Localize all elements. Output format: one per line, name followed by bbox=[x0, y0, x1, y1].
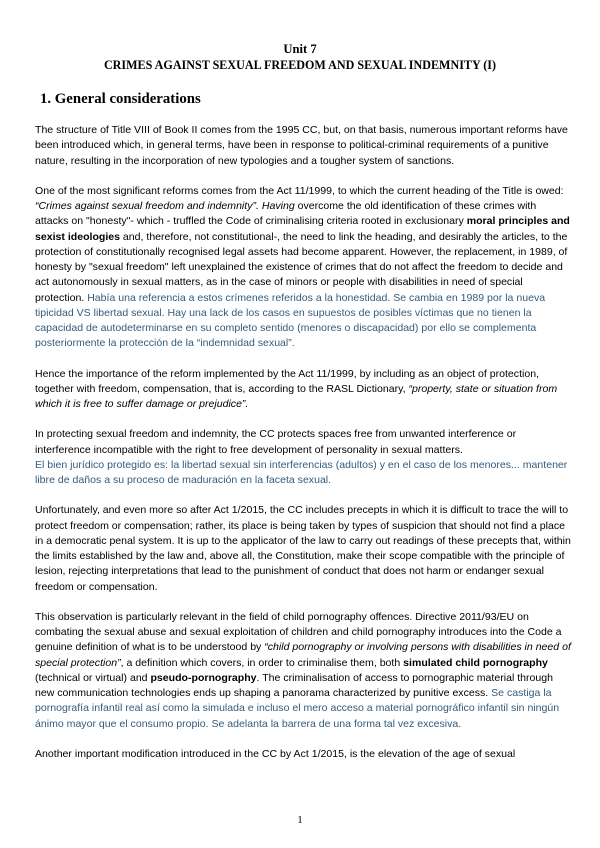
section-heading: 1. General considerations bbox=[40, 91, 201, 107]
paragraph-7 bbox=[35, 747, 571, 762]
text-run: This observation is particularly relevant in the field of child pornography offences. Directive 2011/93/EU on combating the sexual abuse and sexual exploitation of children and child pornography introduces into the Code a genuine definition of what is to be understood by bbox=[35, 610, 562, 654]
italic-run: “Crimes against sexual freedom and indemnity”. Having bbox=[35, 200, 295, 212]
text-run: . The criminalisation of access to pornographic material through new communication technologies ends up shaping a panorama characterized by punitive excess. bbox=[35, 671, 553, 699]
text-run: The structure of Title VIII of Book II comes from the 1995 CC, but, on that basis, numerous important reforms have been introduced which, in general terms, have been in response to political-criminal requirements of a punitive nature, resulting in the incorporation of new typologies and a tougher system of sanctions. bbox=[35, 124, 568, 167]
paragraph-6 bbox=[35, 610, 571, 732]
text-run: , a definition which covers, in order to criminalise them, both bbox=[120, 656, 404, 669]
body-text bbox=[35, 123, 571, 777]
spanish-note: Había una referencia a estos crímenes referidos a la honestidad. Se cambia en 1989 por la nueva tipicidad VS libertad sexual. Hay una lack de los casos en supuestos de posibles víctimas que no tienen la capacidad de autodeterminarse en su completo sentido (menores o discapacidad) por ello se complementa posteriormente la protección de la “indemnidad sexual”. bbox=[35, 291, 546, 350]
text-run: (technical or virtual) and bbox=[35, 671, 151, 684]
paragraph-4 bbox=[35, 427, 571, 488]
bold-run: simulated child pornography bbox=[403, 656, 548, 669]
text-run: Another important modification introduced in the CC by Act 1/2015, is the elevation of the age of sexual bbox=[35, 747, 516, 760]
unit-subtitle: CRIMES AGAINST SEXUAL FREEDOM AND SEXUAL INDEMNITY (I) bbox=[103, 58, 497, 72]
paragraph-2 bbox=[35, 184, 571, 352]
text-run: and, therefore, not constitutional-, the need to link the heading, and desirably the articles, to the protection of constitutionally recognised legal assets had become apparent. However, the replacement, in 1989, of honesty by "sexual freedom" left unexplained the existence of crimes that do not affect the freedom to decide and act autonomously in sexual matters, as in the case of minors or people with disabilities in need of special protection. bbox=[35, 230, 568, 304]
text-run: Unfortunately, and even more so after Act 1/2015, the CC includes precepts in which it is difficult to trace the will to protect freedom or compensation; rather, its place is being taken by types of suspicion that should not find a place in a democratic penal system. It is up to the applicator of the law to carry out readings of these precepts that, within the limits established by the law and, above all, the Constitution, make their scope compatible with the principle of lesion, rejecting interpretations that lead to the punishment of conduct that does not harm or endanger sexual freedom or compensation. bbox=[35, 504, 571, 593]
text-run: In protecting sexual freedom and indemnity, the CC protects spaces free from unwanted interference or interference incompatible with the right to free development of personality in sexual matters. bbox=[35, 428, 517, 456]
spanish-note: Se castiga la pornografía infantil real así como la simulada e incluso el mero acceso a material pornográfico infantil sin ningún ánimo mayor que el consumo propio. Se adelanta la barrera de una forma tal vez excesiva. bbox=[35, 687, 560, 730]
spanish-note: El bien jurídico protegido es: la libertad sexual sin interferencias (adultos) y en el caso de los menores... mantener libre de daños a su proceso de maduración en la faceta sexual. bbox=[35, 458, 568, 486]
text-run: One of the most significant reforms comes from the Act 11/1999, to which the current heading of the Title is owed: bbox=[35, 184, 564, 197]
paragraph-3 bbox=[35, 367, 571, 413]
paragraph-1 bbox=[35, 123, 571, 169]
text-run: Hence the importance of the reform implemented by the Act 11/1999, by including as an object of protection, together with freedom, compensation, that is, according to the RASL Dictionary, bbox=[35, 367, 540, 395]
bold-run: pseudo-pornography bbox=[150, 671, 257, 684]
italic-run: “property, state or situation from which it is free to suffer damage or prejudice”. bbox=[35, 382, 558, 410]
bold-run: moral principles and sexist ideologies bbox=[35, 215, 570, 243]
page-number: 1 bbox=[297, 814, 303, 826]
italic-run: “child pornography or involving persons with disabilities in need of special protection” bbox=[35, 641, 571, 669]
paragraph-5 bbox=[35, 503, 571, 595]
unit-title: Unit 7 bbox=[283, 42, 317, 56]
text-run: overcome the old identification of these crimes with attacks on "honesty"- which - truffled the Code of criminalising criteria rooted in exclusionary bbox=[35, 200, 537, 228]
